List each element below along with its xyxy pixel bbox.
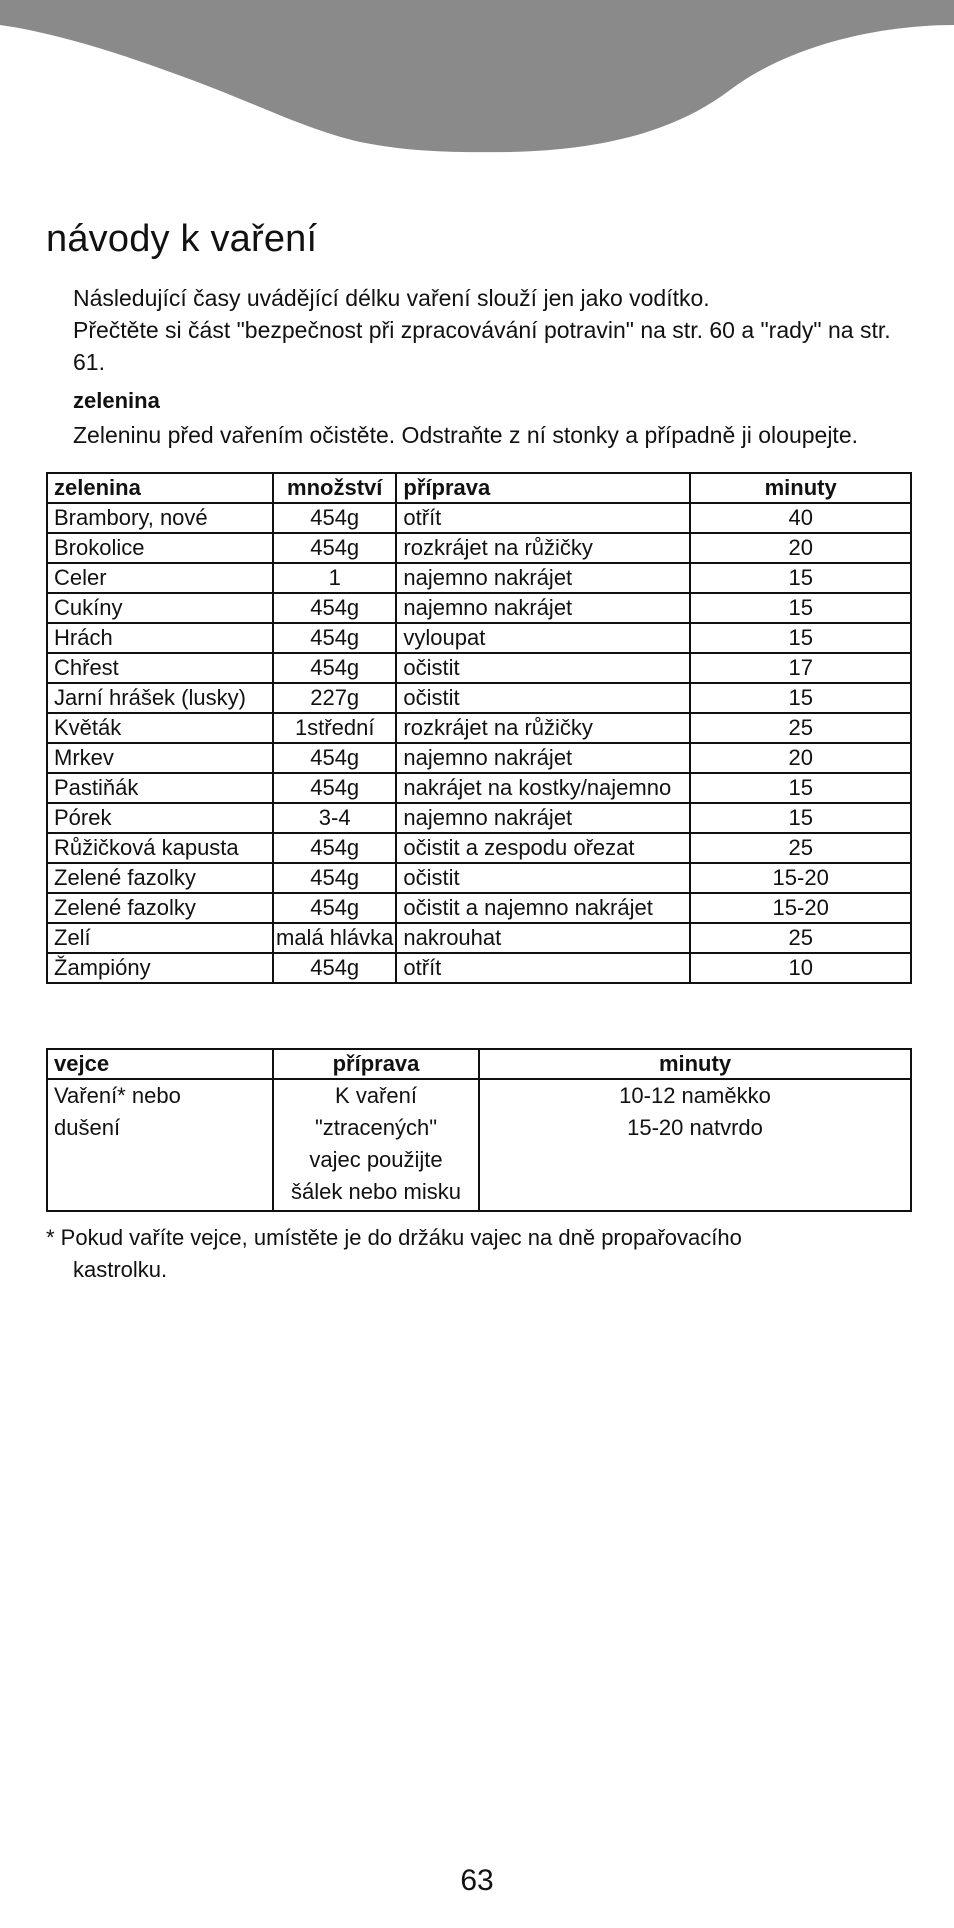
table-cell: nakrájet na kostky/najemno	[396, 773, 690, 803]
table-cell: 1střední	[273, 713, 396, 743]
table-cell: Pastiňák	[47, 773, 273, 803]
table-cell: 454g	[273, 533, 396, 563]
table-cell: 10	[690, 953, 911, 983]
header-wave-band	[0, 0, 954, 160]
column-header: minuty	[479, 1049, 911, 1079]
page-title: návody k vaření	[46, 218, 318, 260]
table-row	[47, 863, 911, 893]
table-row	[47, 923, 911, 953]
footnote-line-1: * Pokud vaříte vejce, umístěte je do držáku vajec na dně propařovacího	[46, 1225, 742, 1250]
table-cell: 15	[690, 593, 911, 623]
egg-table	[46, 1048, 912, 1212]
table-cell: 15	[690, 623, 911, 653]
page-number: 63	[460, 1864, 494, 1897]
table-cell: najemno nakrájet	[396, 563, 690, 593]
table-row	[47, 653, 911, 683]
column-header: zelenina	[47, 473, 273, 503]
table-cell: Pórek	[47, 803, 273, 833]
table-cell: rozkrájet na růžičky	[396, 533, 690, 563]
table-cell: 454g	[273, 953, 396, 983]
footnote	[46, 1222, 906, 1286]
cell-line: Vaření* nebo	[54, 1083, 181, 1108]
table-cell: 454g	[273, 653, 396, 683]
vegetable-table	[46, 472, 912, 984]
table-cell: 17	[690, 653, 911, 683]
column-header: příprava	[396, 473, 690, 503]
table-cell: 15	[690, 683, 911, 713]
table-row	[47, 833, 911, 863]
column-header: množství	[273, 473, 396, 503]
table-cell: vyloupat	[396, 623, 690, 653]
table-cell: 454g	[273, 773, 396, 803]
table-cell: Zelí	[47, 923, 273, 953]
cell-line: K vaření	[335, 1083, 417, 1108]
intro-line-1: Následující časy uvádějící délku vaření slouží jen jako vodítko.	[73, 285, 710, 311]
intro-line-2: Přečtěte si část "bezpečnost při zpracovávání potravin" na str. 60 a "rady" na str. 61.	[73, 317, 891, 375]
table-cell: najemno nakrájet	[396, 743, 690, 773]
table-row	[47, 623, 911, 653]
table-cell: Žampióny	[47, 953, 273, 983]
table-cell: Růžičková kapusta	[47, 833, 273, 863]
table-cell: Chřest	[47, 653, 273, 683]
table-cell: 1	[273, 563, 396, 593]
table-cell	[273, 1079, 479, 1211]
table-row	[47, 953, 911, 983]
table-cell: najemno nakrájet	[396, 593, 690, 623]
table-cell: 20	[690, 743, 911, 773]
cell-line: 10-12 naměkko	[619, 1083, 771, 1108]
table-row	[47, 1079, 911, 1211]
table-cell: 15-20	[690, 863, 911, 893]
table-cell: 454g	[273, 623, 396, 653]
table-header-row	[47, 1049, 911, 1079]
table-cell: 3-4	[273, 803, 396, 833]
table-cell: 15	[690, 563, 911, 593]
table-row	[47, 563, 911, 593]
table-cell: Celer	[47, 563, 273, 593]
table-cell: 15-20	[690, 893, 911, 923]
table-cell: 15	[690, 803, 911, 833]
table-row	[47, 593, 911, 623]
table-cell: 40	[690, 503, 911, 533]
table-cell: Květák	[47, 713, 273, 743]
table-cell: nakrouhat	[396, 923, 690, 953]
table-cell: Jarní hrášek (lusky)	[47, 683, 273, 713]
table-cell: očistit a najemno nakrájet	[396, 893, 690, 923]
table-header-row	[47, 473, 911, 503]
table-cell: rozkrájet na růžičky	[396, 713, 690, 743]
table-cell: očistit a zespodu ořezat	[396, 833, 690, 863]
table-cell: Zelené fazolky	[47, 863, 273, 893]
table-cell: otřít	[396, 503, 690, 533]
table-cell: najemno nakrájet	[396, 803, 690, 833]
table-cell: 25	[690, 713, 911, 743]
footnote-line-2: kastrolku.	[73, 1257, 168, 1282]
cell-line: 15-20 natvrdo	[627, 1115, 763, 1140]
table-cell: 454g	[273, 833, 396, 863]
table-cell: očistit	[396, 863, 690, 893]
cell-line: vajec použijte	[309, 1147, 443, 1172]
table-cell: 25	[690, 923, 911, 953]
table-cell: Mrkev	[47, 743, 273, 773]
table-cell: 454g	[273, 593, 396, 623]
table-row	[47, 773, 911, 803]
table-row	[47, 503, 911, 533]
table-cell: 15	[690, 773, 911, 803]
table-cell: 25	[690, 833, 911, 863]
table-cell: 454g	[273, 503, 396, 533]
table-cell	[479, 1079, 911, 1211]
table-cell: Brambory, nové	[47, 503, 273, 533]
table-row	[47, 683, 911, 713]
cell-line: dušení	[54, 1115, 121, 1140]
section-heading: zelenina	[73, 388, 160, 413]
table-row	[47, 713, 911, 743]
table-cell: 454g	[273, 743, 396, 773]
table-cell: Brokolice	[47, 533, 273, 563]
table-cell: očistit	[396, 683, 690, 713]
column-header: minuty	[690, 473, 911, 503]
intro-text	[73, 282, 913, 378]
table-cell: očistit	[396, 653, 690, 683]
section-text: Zeleninu před vařením očistěte. Odstraňte z ní stonky a případně ji oloupejte.	[73, 422, 858, 448]
column-header: vejce	[47, 1049, 273, 1079]
cell-line: "ztracených"	[315, 1115, 437, 1140]
table-cell: Zelené fazolky	[47, 893, 273, 923]
table-row	[47, 533, 911, 563]
table-cell: 20	[690, 533, 911, 563]
table-cell: 454g	[273, 863, 396, 893]
table-cell: 227g	[273, 683, 396, 713]
table-row	[47, 893, 911, 923]
table-cell: malá hlávka	[273, 923, 396, 953]
table-cell: otřít	[396, 953, 690, 983]
table-row	[47, 743, 911, 773]
column-header: příprava	[273, 1049, 479, 1079]
table-cell	[47, 1079, 273, 1211]
table-cell: Cukíny	[47, 593, 273, 623]
table-row	[47, 803, 911, 833]
cell-line: šálek nebo misku	[291, 1179, 461, 1204]
table-cell: Hrách	[47, 623, 273, 653]
table-cell: 454g	[273, 893, 396, 923]
